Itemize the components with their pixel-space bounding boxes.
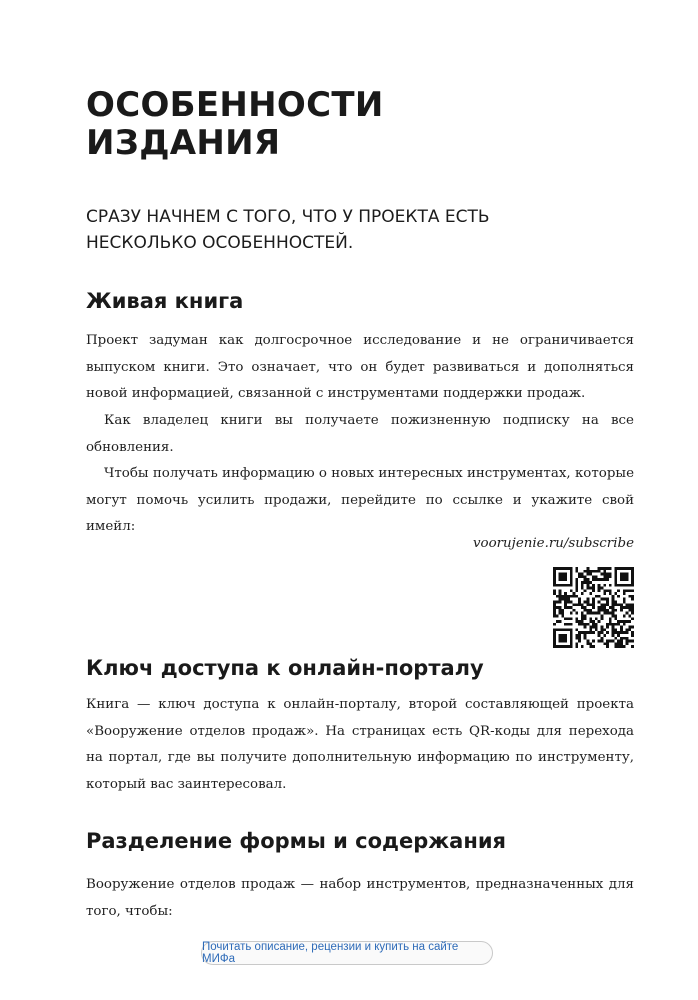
paragraph-live-book-2: Как владелец книги вы получаете пожизненную подписку на все обновления.	[86, 413, 634, 455]
title-line-1: ОСОБЕННОСТИ	[86, 85, 384, 125]
title-line-2: ИЗДАНИЯ	[86, 123, 281, 163]
lead-line-2: НЕСКОЛЬКО ОСОБЕННОСТЕЙ.	[86, 233, 354, 253]
paragraph-portal-key-1: Книга — ключ доступа к онлайн-порталу, второй составляющей проекта «Вооружение отделов продаж». На страницах есть QR-коды для перехода на портал, где вы получите дополнительную информацию по инструменту, который вас заинтересовал.	[86, 697, 634, 792]
section-heading-form-content: Разделение формы и содержания	[86, 829, 507, 853]
qr-code-icon[interactable]	[553, 567, 634, 648]
section-heading-portal-key: Ключ доступа к онлайн-порталу	[86, 656, 484, 680]
lead-text	[86, 204, 606, 256]
lead-line-1: СРАЗУ НАЧНЕМ С ТОГО, ЧТО У ПРОЕКТА ЕСТЬ	[86, 207, 490, 227]
section-heading-live-book: Живая книга	[86, 289, 244, 313]
page-title	[86, 86, 646, 162]
paragraph-live-book-1: Проект задуман как долгосрочное исследование и не ограничивается выпуском книги. Это означает, что он будет развиваться и дополняться новой информацией, связанной с инструментами поддержки продаж.	[86, 333, 634, 401]
buy-on-mif-site-link[interactable]: Почитать описание, рецензии и купить на сайте МИФа	[201, 941, 493, 965]
paragraph-form-content-1: Вооружение отделов продаж — набор инструментов, предназначенных для того, чтобы:	[86, 877, 634, 919]
subscribe-link[interactable]: voorujenie.ru/subscribe	[472, 536, 634, 551]
paragraph-live-book-3: Чтобы получать информацию о новых интересных инструментах, которые могут помочь усилить продажи, перейдите по ссылке и укажите свой имейл:	[86, 466, 634, 534]
